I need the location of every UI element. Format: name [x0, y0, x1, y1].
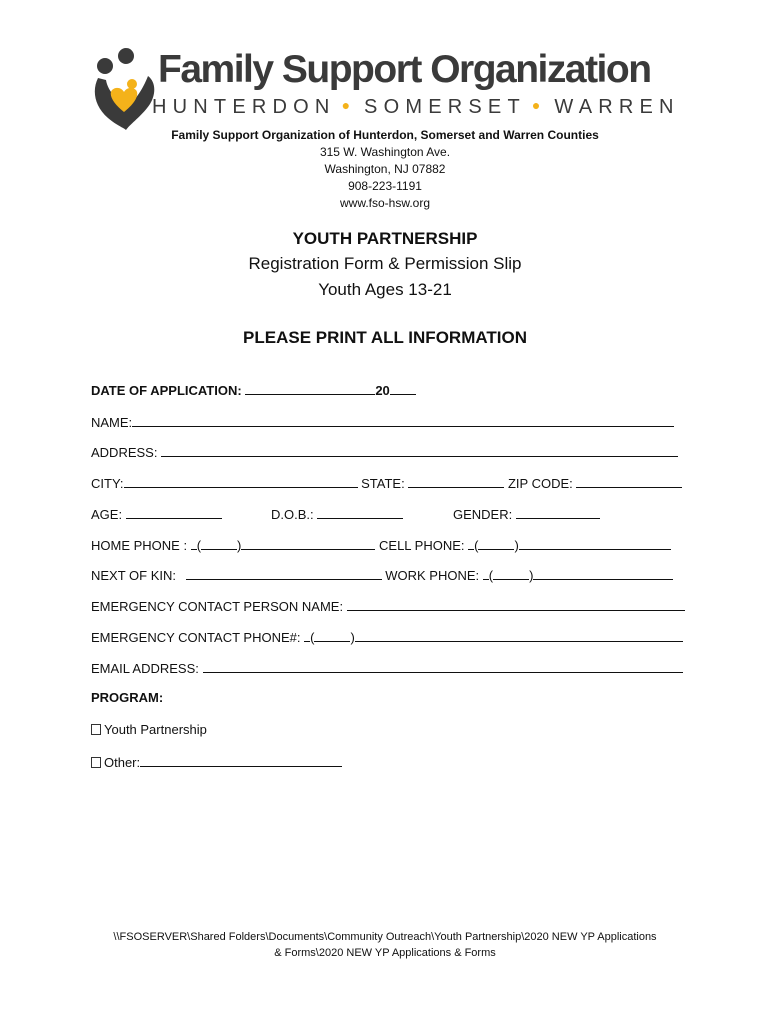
dob-field[interactable] [317, 506, 403, 519]
next-of-kin-field[interactable] [186, 567, 382, 580]
checkbox-icon[interactable] [91, 757, 101, 768]
kin-work-row [91, 567, 673, 583]
emergency-person-field[interactable] [347, 598, 685, 611]
name-row [91, 414, 674, 430]
cell-area-close: ) [514, 538, 519, 553]
other-program-field[interactable] [140, 754, 342, 767]
form-title-block [0, 227, 770, 303]
date-field[interactable] [245, 382, 375, 395]
emergency-area-open: ( [310, 630, 315, 645]
print-instruction: PLEASE PRINT ALL INFORMATION [243, 328, 527, 347]
name-label: NAME: [91, 415, 133, 430]
emergency-phone-area-field[interactable] [314, 629, 350, 642]
email-field[interactable] [203, 660, 683, 673]
org-phone: 908-223-1191 [348, 179, 422, 193]
zip-label: ZIP CODE: [507, 476, 573, 491]
age-dob-gender-row [91, 506, 222, 522]
program-option-other[interactable] [91, 754, 342, 770]
home-area-open: ( [196, 538, 202, 553]
emergency-phone-label: EMERGENCY CONTACT PHONE#: [91, 630, 301, 645]
organization-address-block [0, 127, 770, 212]
county-warren: WARREN [554, 96, 680, 118]
name-field[interactable] [132, 414, 674, 427]
work-area-close: ) [529, 568, 534, 583]
email-label: EMAIL ADDRESS: [91, 661, 199, 676]
date-year-field[interactable] [390, 382, 416, 395]
home-area-close: ) [237, 538, 242, 553]
form-age-range: Youth Ages 13-21 [318, 280, 452, 299]
form-subtitle: Registration Form & Permission Slip [248, 254, 522, 273]
county-somerset: SOMERSET [364, 96, 526, 118]
org-city: Washington, NJ 07882 [324, 162, 446, 176]
emergency-area-close: ) [350, 630, 355, 645]
checkbox-icon[interactable] [91, 724, 101, 735]
footer-path-line-1: \\FSOSERVER\Shared Folders\Documents\Community Outreach\Youth Partnership\2020 NEW YP Applications [113, 931, 657, 943]
address-label: ADDRESS: [91, 445, 158, 460]
emergency-phone-field[interactable] [355, 629, 683, 642]
state-field[interactable] [408, 475, 504, 488]
age-field[interactable] [126, 506, 222, 519]
footer-path-line-2: & Forms\2020 NEW YP Applications & Forms [274, 947, 496, 959]
org-street: 315 W. Washington Ave. [319, 145, 451, 159]
date-year-prefix: 20 [375, 383, 390, 398]
bullet-dot-icon: ● [531, 97, 541, 113]
program-option-youth-partnership[interactable] [91, 722, 207, 737]
family-heart-logo-icon [90, 46, 160, 130]
program-label: PROGRAM: [91, 690, 164, 705]
organization-logo [90, 42, 690, 134]
date-of-application-row [91, 382, 416, 398]
city-label: CITY: [91, 476, 124, 491]
home-phone-area-field[interactable] [201, 537, 237, 550]
county-hunterdon: HUNTERDON [152, 96, 336, 118]
logo-counties [152, 96, 680, 119]
work-area-open: ( [488, 568, 494, 583]
work-phone-field[interactable] [533, 567, 673, 580]
home-phone-field[interactable] [241, 537, 375, 550]
emergency-person-label: EMERGENCY CONTACT PERSON NAME: [91, 599, 344, 614]
program-option-label: Youth Partnership [104, 722, 207, 737]
work-phone-label: WORK PHONE: [385, 568, 480, 583]
city-field[interactable] [124, 475, 358, 488]
form-heading: YOUTH PARTNERSHIP [292, 229, 478, 248]
logo-wordmark: Family Support Organization [158, 48, 651, 91]
age-label: AGE: [91, 507, 123, 522]
zip-field[interactable] [576, 475, 682, 488]
cell-phone-area-field[interactable] [478, 537, 514, 550]
file-path-footer [80, 929, 690, 961]
date-label: DATE OF APPLICATION: [91, 383, 242, 398]
org-website: www.fso-hsw.org [339, 196, 431, 210]
phone-row [91, 537, 671, 553]
emergency-phone-row [91, 629, 683, 645]
dob-label: D.O.B.: [271, 507, 314, 522]
cell-area-open: ( [474, 538, 479, 553]
address-field[interactable] [161, 444, 678, 457]
home-phone-label: HOME PHONE : [91, 538, 188, 553]
dob-group [271, 506, 403, 522]
cell-phone-label: CELL PHONE: [379, 538, 465, 553]
program-option-label: Other: [104, 755, 141, 770]
work-phone-area-field[interactable] [493, 567, 529, 580]
next-of-kin-label: NEXT OF KIN: [91, 568, 176, 583]
bullet-dot-icon: ● [341, 97, 351, 113]
state-label: STATE: [361, 476, 405, 491]
gender-label: GENDER: [453, 507, 513, 522]
address-row [91, 444, 678, 460]
city-state-zip-row [91, 475, 682, 491]
emergency-person-row [91, 598, 685, 614]
org-full-name: Family Support Organization of Hunterdon, Somerset and Warren Counties [171, 128, 599, 142]
cell-phone-field[interactable] [519, 537, 671, 550]
gender-field[interactable] [516, 506, 600, 519]
email-row [91, 660, 683, 676]
gender-group [453, 506, 600, 522]
